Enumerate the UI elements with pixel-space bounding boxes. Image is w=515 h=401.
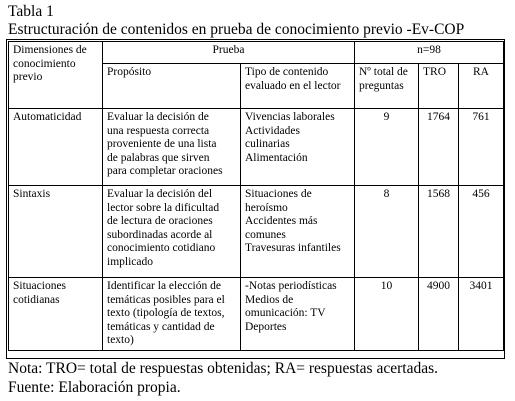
ra-cell: 761 bbox=[459, 109, 504, 186]
ra-cell: 456 bbox=[459, 186, 504, 278]
ra-cell: 3401 bbox=[459, 278, 504, 351]
table-source: Fuente: Elaboración propia. bbox=[8, 379, 181, 396]
dimension-cell: Situaciones cotidianas bbox=[9, 278, 103, 351]
table-label: Tabla 1 bbox=[8, 3, 54, 20]
table-row-situaciones-cotidianas bbox=[9, 278, 504, 351]
tro-cell: 4900 bbox=[419, 278, 459, 351]
tro-cell: 1568 bbox=[419, 186, 459, 278]
proposito-cell: Evaluar la decisión de una respuesta correcta proveniente de una lista de palabras que sirven para completar oraciones bbox=[103, 109, 241, 186]
header-prueba: Prueba bbox=[103, 42, 355, 64]
table-note: Nota: TRO= total de respuestas obtenidas; RA= respuestas acertadas. bbox=[8, 360, 438, 377]
tipo-contenido-cell: Vivencias laborales Actividades culinarias Alimentación bbox=[241, 109, 355, 186]
tipo-contenido-cell: Situaciones de heroísmo Accidentes más comunes Travesuras infantiles bbox=[241, 186, 355, 278]
table-row-sintaxis bbox=[9, 186, 504, 278]
proposito-cell: Identificar la elección de temáticas posibles para el texto (tipología de textos, temáticas y cantidad de texto) bbox=[103, 278, 241, 351]
header-sample-size: n=98 bbox=[355, 42, 504, 64]
header-total-preguntas: Nº total de preguntas bbox=[355, 64, 419, 109]
header-ra: RA bbox=[459, 64, 504, 109]
tipo-contenido-cell: -Notas periodísticas Medios de omunicación: TV Deportes bbox=[241, 278, 355, 351]
header-tro: TRO bbox=[419, 64, 459, 109]
proposito-cell: Evaluar la decisión del lector sobre la dificultad de lectura de oraciones subordinadas acorde al conocimiento cotidiano implicado bbox=[103, 186, 241, 278]
tro-cell: 1764 bbox=[419, 109, 459, 186]
header-tipo-contenido: Tipo de contenido evaluado en el lector bbox=[241, 64, 355, 109]
total-preguntas-cell: 9 bbox=[355, 109, 419, 186]
dimension-cell: Sintaxis bbox=[9, 186, 103, 278]
table-title: Estructuración de contenidos en prueba de conocimiento previo -Ev-COP bbox=[8, 21, 465, 38]
dimension-cell: Automaticidad bbox=[9, 109, 103, 186]
header-proposito: Propósito bbox=[103, 64, 241, 109]
total-preguntas-cell: 10 bbox=[355, 278, 419, 351]
header-dimensions: Dimensiones de conocimiento previo bbox=[9, 42, 103, 109]
content-structure-table bbox=[8, 41, 504, 351]
table-row-automaticidad bbox=[9, 109, 504, 186]
total-preguntas-cell: 8 bbox=[355, 186, 419, 278]
header-row-top bbox=[9, 42, 504, 64]
